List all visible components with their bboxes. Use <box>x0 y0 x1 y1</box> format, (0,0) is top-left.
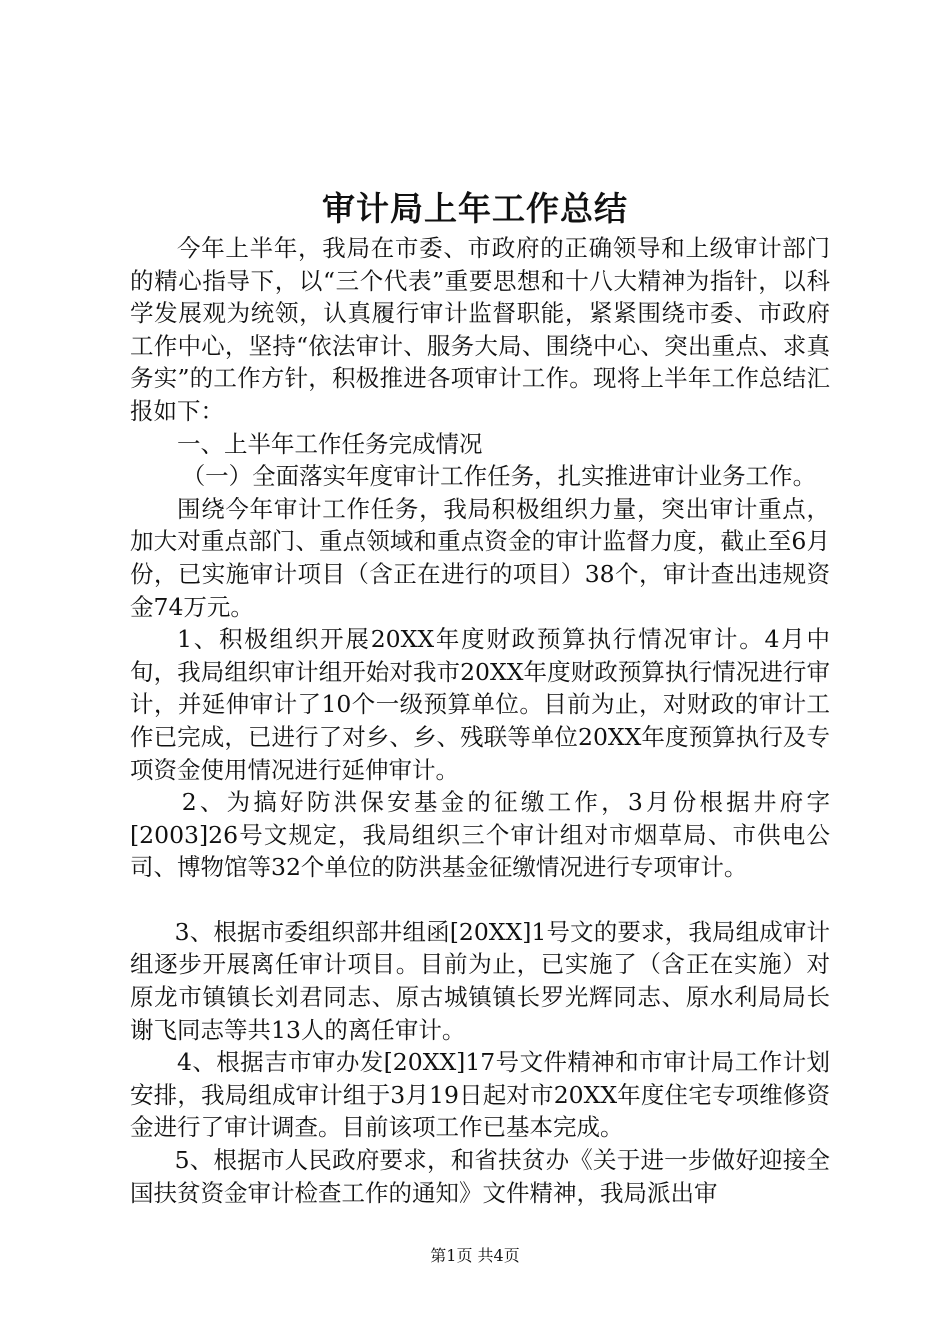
document-title: 审计局上年工作总结 <box>322 189 628 228</box>
item-paragraph-5: 5、根据市人民政府要求，和省扶贫办《关于进一步做好迎接全国扶贫资金审计检查工作的通知》文件精神，我局派出审 <box>130 1146 830 1207</box>
item-paragraph-3: 3、根据市委组织部井组函[20XX]1号文的要求，我局组成审计组逐步开展离任审计项目。目前为止，已实施了（含正在实施）对原龙市镇镇长刘君同志、原古城镇镇长罗光辉同志、原水利局局长谢飞同志等共13人的离任审计。 <box>130 917 830 1044</box>
page-footer: 第1页 共4页 <box>430 1246 520 1265</box>
summary-paragraph: 围绕今年审计工作任务，我局积极组织力量，突出审计重点，加大对重点部门、重点领域和重点资金的审计监督力度，截止至6月份，已实施审计项目（含正在进行的项目）38个，审计查出违规资金74万元。 <box>130 494 830 621</box>
section-heading: 一、上半年工作任务完成情况 <box>177 429 483 458</box>
document-body <box>130 232 830 1209</box>
item-paragraph-2: 2、为搞好防洪保安基金的征缴工作，3月份根据井府字[2003]26号文规定，我局组织三个审计组对市烟草局、市供电公司、博物馆等32个单位的防洪基金征缴情况进行专项审计。 <box>130 788 830 882</box>
intro-paragraph: 今年上半年，我局在市委、市政府的正确领导和上级审计部门的精心指导下，以“三个代表”重要思想和十八大精神为指针，以科学发展观为统领，认真履行审计监督职能，紧紧围绕市委、市政府工作中心，坚持“依法审计、服务大局、围绕中心、突出重点、求真务实”的工作方针，积极推进各项审计工作。现将上半年工作总结汇报如下： <box>130 234 830 425</box>
subsection-heading: （一）全面落实年度审计工作任务，扎实推进审计业务工作。 <box>181 462 817 491</box>
item-paragraph-4: 4、根据吉市审办发[20XX]17号文件精神和市审计局工作计划安排，我局组成审计组于3月19日起对市20XX年度住宅专项维修资金进行了审计调查。目前该项工作已基本完成。 <box>130 1048 830 1142</box>
item-paragraph-1: 1、积极组织开展20XX年度财政预算执行情况审计。4月中旬，我局组织审计组开始对我市20XX年度财政预算执行情况进行审计，并延伸审计了10个一级预算单位。目前为止，对财政的审计工作已完成，已进行了对乡、乡、残联等单位20XX年度预算执行及专项资金使用情况进行延伸审计。 <box>130 625 830 784</box>
